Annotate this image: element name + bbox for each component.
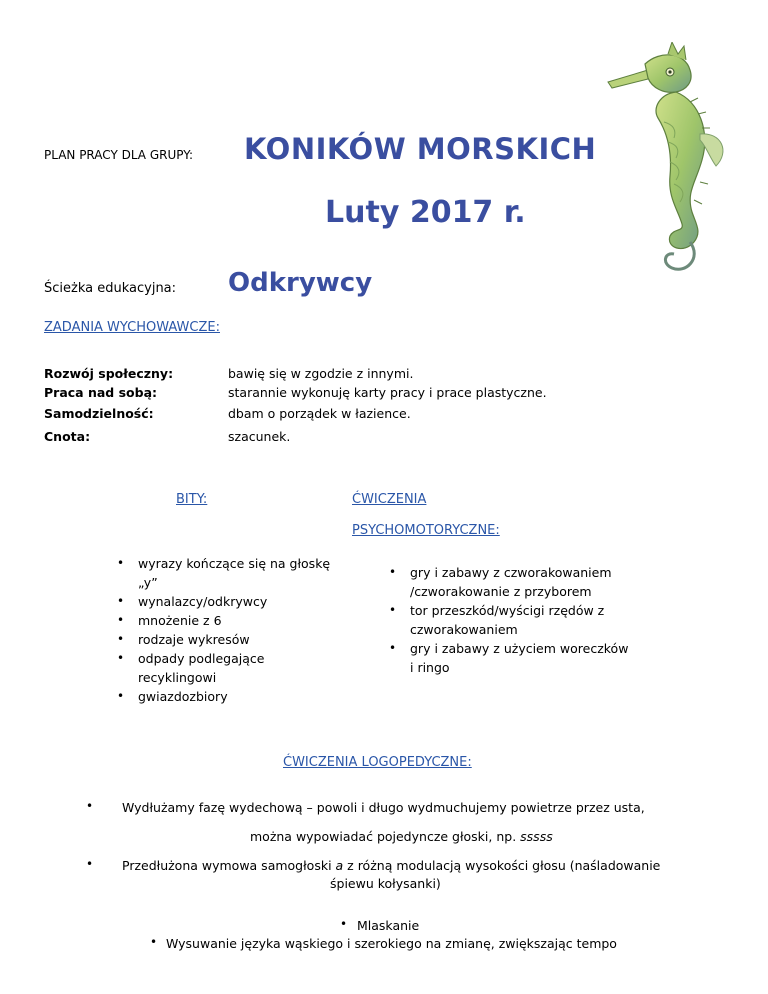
list-item: • wyrazy kończące się na głoskę „y”	[112, 554, 353, 592]
logo-item-1-prefix: można wypowiadać pojedyncze głoski, np.	[250, 829, 521, 844]
logo-heading: ĆWICZENIA LOGOPEDYCZNE:	[283, 755, 472, 770]
bity-list	[112, 554, 362, 706]
group-name-title: KONIKÓW MORSKICH	[244, 132, 597, 166]
tasks-heading: ZADANIA WYCHOWAWCZE:	[44, 320, 220, 335]
path-value: Odkrywcy	[228, 268, 373, 298]
path-label: Ścieżka edukacyjna:	[44, 281, 177, 296]
list-item: • mnożenie z 6	[112, 611, 362, 630]
logo-item-1-italic: sssss	[520, 829, 553, 844]
task-value-virtue: szacunek.	[228, 429, 291, 444]
list-item: • gwiazdozbiory	[112, 687, 362, 706]
psycho-list	[384, 563, 684, 677]
bullet-icon: •	[86, 857, 94, 871]
task-label-independence: Samodzielność:	[44, 406, 154, 421]
list-item: • gry i zabawy z czworakowaniem /czworakowanie z przyborem	[384, 563, 642, 601]
list-item: • wynalazcy/odkrywcy	[112, 592, 362, 611]
logo-item-1-line1: Wydłużamy fazę wydechową – powoli i długo wydmuchujemy powietrze przez usta,	[122, 800, 645, 815]
task-label-self-work: Praca nad sobą:	[44, 385, 158, 400]
logo-item-2-rest: z różną modulacją wysokości głosu (naśladowanie	[343, 858, 661, 873]
task-value-social: bawię się w zgodzie z innymi.	[228, 366, 414, 381]
psycho-heading-line2: PSYCHOMOTORYCZNE:	[352, 523, 500, 538]
plan-label: PLAN PRACY DLA GRUPY:	[44, 148, 193, 162]
bullet-icon: •	[150, 935, 158, 949]
bullet-icon: •	[340, 917, 348, 931]
seahorse-illustration	[590, 42, 750, 277]
list-item: • tor przeszkód/wyścigi rzędów z czworakowaniem	[384, 601, 650, 639]
task-value-self-work: starannie wykonuję karty pracy i prace plastyczne.	[228, 385, 547, 400]
logo-item-2-prefix: Przedłużona wymowa samogłoski	[122, 858, 336, 873]
list-item: • gry i zabawy z użyciem woreczków i ringo	[384, 639, 630, 677]
bity-heading: BITY:	[176, 492, 208, 507]
month-title: Luty 2017 r.	[325, 195, 526, 230]
logo-item-4: Wysuwanie języka wąskiego i szerokiego na zmianę, zwiększając tempo	[166, 936, 617, 951]
task-label-virtue: Cnota:	[44, 429, 91, 444]
list-item: • rodzaje wykresów	[112, 630, 362, 649]
logo-item-2-italic: a	[335, 858, 344, 873]
logo-item-2-line1	[122, 858, 660, 873]
psycho-heading-line1: ĆWICZENIA	[352, 492, 427, 507]
logo-item-1-line2	[250, 829, 553, 844]
task-label-social: Rozwój społeczny:	[44, 366, 174, 381]
logo-item-3: Mlaskanie	[357, 918, 420, 933]
logo-item-2-line2: śpiewu kołysanki)	[330, 876, 441, 891]
bullet-icon: •	[86, 799, 94, 813]
list-item: • odpady podlegające recyklingowi	[112, 649, 328, 687]
task-value-independence: dbam o porządek w łazience.	[228, 406, 411, 421]
